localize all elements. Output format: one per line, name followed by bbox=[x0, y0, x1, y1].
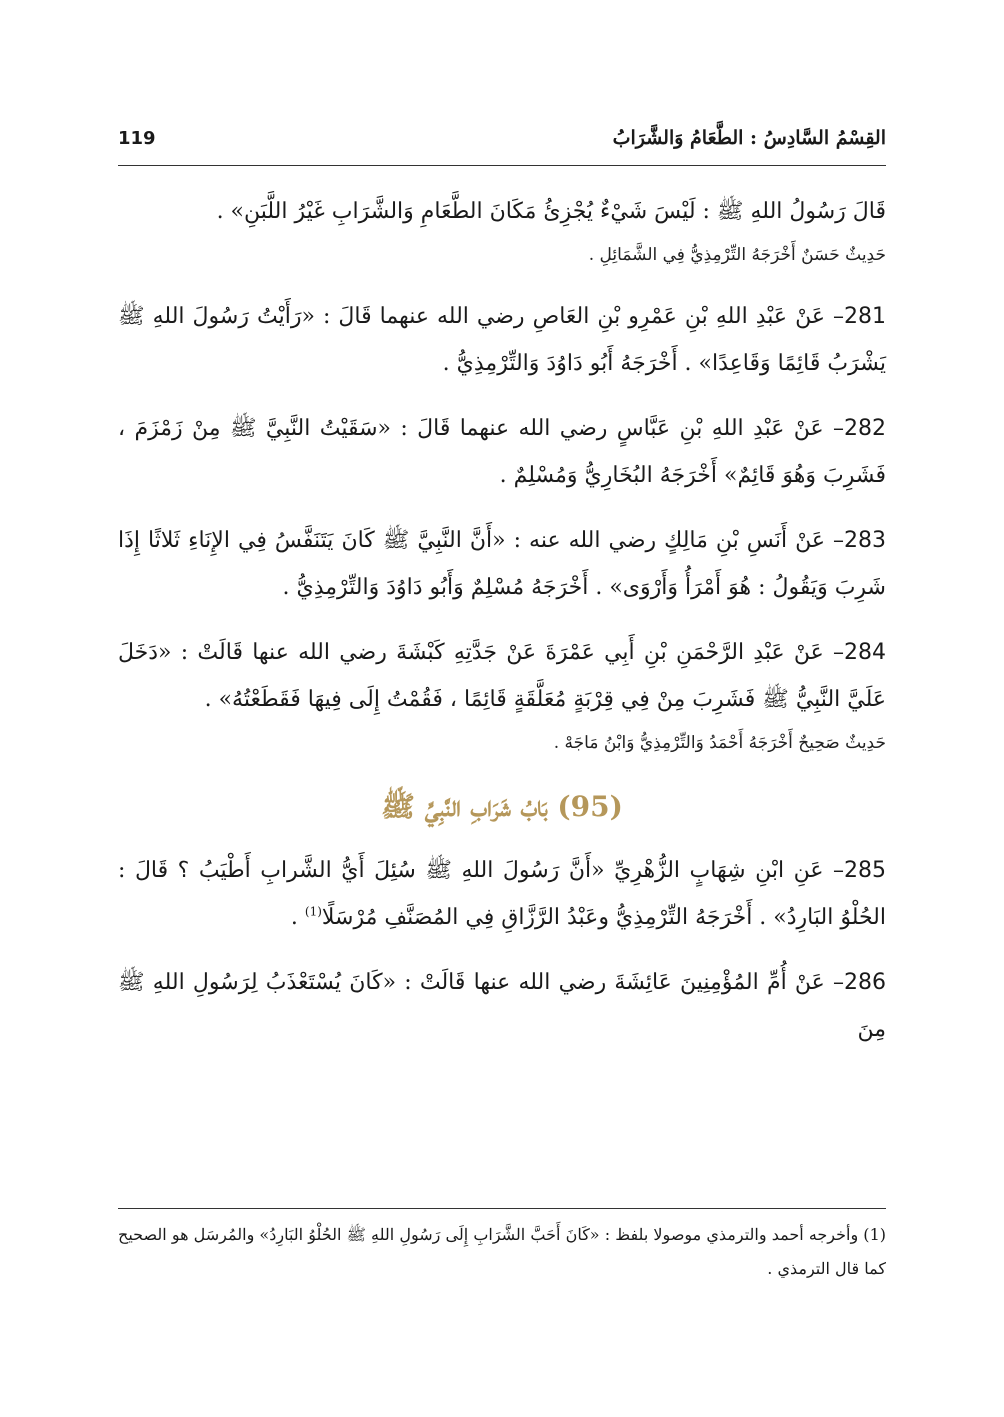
hadith-284 bbox=[118, 629, 886, 723]
grading-note: حَدِيثٌ حَسَنٌ أَخْرَجَهُ التِّرْمِذِيُّ فِي الشَّمَائِلِ . bbox=[588, 245, 886, 265]
header-divider bbox=[118, 165, 886, 166]
chapter-title: (95) بَابُ شَرَابِ النَّبِيِّ ﷺ bbox=[381, 790, 623, 823]
hadith-text-end: . bbox=[290, 905, 305, 930]
paragraph-continuation: قَالَ رَسُولُ اللهِ ﷺ : لَيْسَ شَيْءٌ يُجْزِئُ مَكَانَ الطَّعَامِ وَالشَّرَابِ غَيْرُ اللَّبَنِ» . bbox=[216, 199, 886, 224]
hadith-285 bbox=[118, 847, 886, 941]
hadith-text: – عَنْ أُمِّ المُؤْمِنِينَ عَائِشَةَ رضي الله عنها قَالَتْ : «كَانَ يُسْتَعْذَبُ لِرَسُولِ اللهِ ﷺ مِنَ bbox=[118, 970, 886, 1042]
hadith-282 bbox=[118, 405, 886, 499]
hadith-281 bbox=[118, 293, 886, 387]
footnote-text: (1) وأخرجه أحمد والترمذي موصولا بلفظ : «كَانَ أَحَبَّ الشَّرَابِ إِلَى رَسُولِ اللهِ ﷺ الحُلْوُ البَارِدُ» والمُرسَل هو الصحيح كما قال الترمذي . bbox=[118, 1225, 886, 1278]
page-number: 119 bbox=[118, 127, 156, 149]
hadith-286 bbox=[118, 959, 886, 1053]
hadith-number: 286 bbox=[844, 970, 886, 995]
hadith-number: 285 bbox=[844, 858, 886, 883]
footnote-reference[interactable]: (1) bbox=[304, 904, 322, 919]
footnote bbox=[118, 1218, 886, 1286]
hadith-text: – عَنْ عَبْدِ اللهِ بْنِ عَبَّاسٍ رضي الله عنهما قَالَ : «سَقَيْتُ النَّبِيَّ ﷺ مِنْ زَمْزَمَ ، فَشَرِبَ وَهُوَ قَائِمٌ» أَخْرَجَهُ البُخَارِيُّ وَمُسْلِمٌ . bbox=[118, 416, 886, 488]
footnote-divider bbox=[118, 1208, 886, 1209]
running-title: القِسْمُ السَّادِسُ : الطَّعَامُ وَالشَّرَابُ bbox=[612, 127, 886, 149]
main-text bbox=[118, 188, 886, 1053]
hadith-text: – عَنْ عَبْدِ اللهِ بْنِ عَمْرِو بْنِ العَاصِ رضي الله عنهما قَالَ : «رَأَيْتُ رَسُولَ اللهِ ﷺ يَشْرَبُ قَائِمًا وَقَاعِدًا» . أَخْرَجَهُ أَبُو دَاوُدَ وَالتِّرْمِذِيُّ . bbox=[118, 304, 886, 376]
hadith-number: 283 bbox=[844, 528, 886, 553]
hadith-number: 282 bbox=[844, 416, 886, 441]
hadith-283 bbox=[118, 517, 886, 611]
hadith-text: – عَنِ ابْنِ شِهَابٍ الزُّهْرِيِّ «أَنَّ رَسُولَ اللهِ ﷺ سُئِلَ أَيُّ الشَّرابِ أَطْيَبُ ؟ قَالَ : الحُلْوُ البَارِدُ» . أَخْرَجَهُ التِّرْمِذِيُّ وعَبْدُ الرَّزَّاقِ فِي المُصَنَّفِ مُرْسَلًا bbox=[118, 858, 886, 930]
hadith-number: 284 bbox=[844, 640, 886, 665]
hadith-number: 281 bbox=[844, 304, 886, 329]
grading-note: حَدِيثٌ صَحِيحٌ أَخْرَجَهُ أَحْمَدُ وَالتِّرْمِذِيُّ وَابْنُ مَاجَهْ . bbox=[553, 733, 886, 753]
page-header bbox=[118, 118, 886, 158]
hadith-text: – عَنْ أَنَسِ بْنِ مَالِكٍ رضي الله عنه : «أَنَّ النَّبِيَّ ﷺ كَانَ يَتَنَفَّسُ فِي الإِنَاءِ ثَلاثًا إِذَا شَرِبَ وَيَقُولُ : هُوَ أَمْرَأُ وَأَرْوَى» . أَخْرَجَهُ مُسْلِمٌ وَأَبُو دَاوُدَ وَالتِّرْمِذِيُّ . bbox=[118, 528, 886, 600]
hadith-text: – عَنْ عَبْدِ الرَّحْمَنِ بْنِ أَبِي عَمْرَةَ عَنْ جَدَّتِهِ كَبْشَةَ رضي الله عنها قَالَتْ : «دَخَلَ عَلَيَّ النَّبِيُّ ﷺ فَشَرِبَ مِنْ فِي قِرْبَةٍ مُعَلَّقَةٍ قَائِمًا ، فَقُمْتُ إِلَى فِيهَا فَقَطَعْتُهُ» . bbox=[118, 640, 886, 712]
